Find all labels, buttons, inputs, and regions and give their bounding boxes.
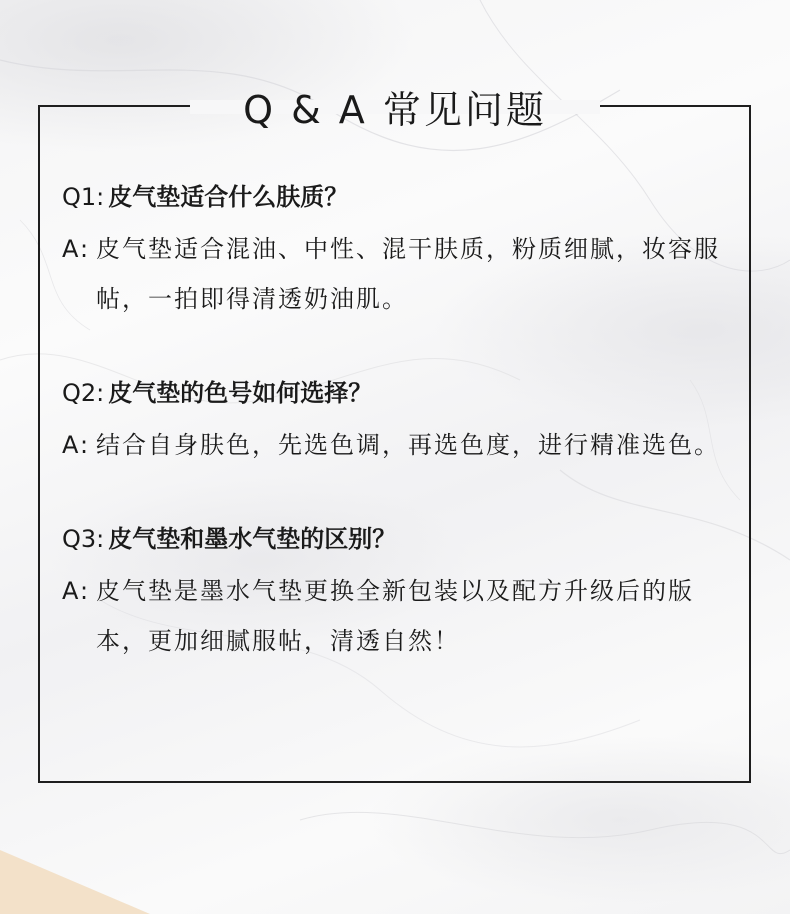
question-3 [62,522,742,556]
question-2 [62,376,742,410]
answer-1 [62,224,742,324]
answer-prefix: A: [62,235,91,263]
answer-text: 结合自身肤色，先选色调，再选色度，进行精准选色。 [96,431,720,459]
answer-2 [62,420,742,470]
answer-3 [62,566,742,666]
page-title: Q & A 常见问题 [243,87,547,132]
question-text: 皮气垫适合什么肤质？ [108,183,349,211]
question-text: 皮气垫和墨水气垫的区别？ [108,525,397,553]
question-text: 皮气垫的色号如何选择？ [108,379,373,407]
question-number: Q2: [62,379,105,407]
answer-prefix: A: [62,577,91,605]
qa-item-1 [62,180,742,324]
question-number: Q1: [62,183,105,211]
corner-accent [0,850,150,914]
question-1 [62,180,742,214]
title-wrap [190,80,600,132]
question-number: Q3: [62,525,105,553]
qa-item-2 [62,376,742,470]
answer-text: 皮气垫是墨水气垫更换全新包装以及配方升级后的版本，更加细腻服帖，清透自然！ [96,577,694,655]
answer-prefix: A: [62,431,91,459]
qa-item-3 [62,522,742,666]
answer-text: 皮气垫适合混油、中性、混干肤质，粉质细腻，妆容服帖，一拍即得清透奶油肌。 [96,235,720,313]
qa-list [62,180,742,718]
